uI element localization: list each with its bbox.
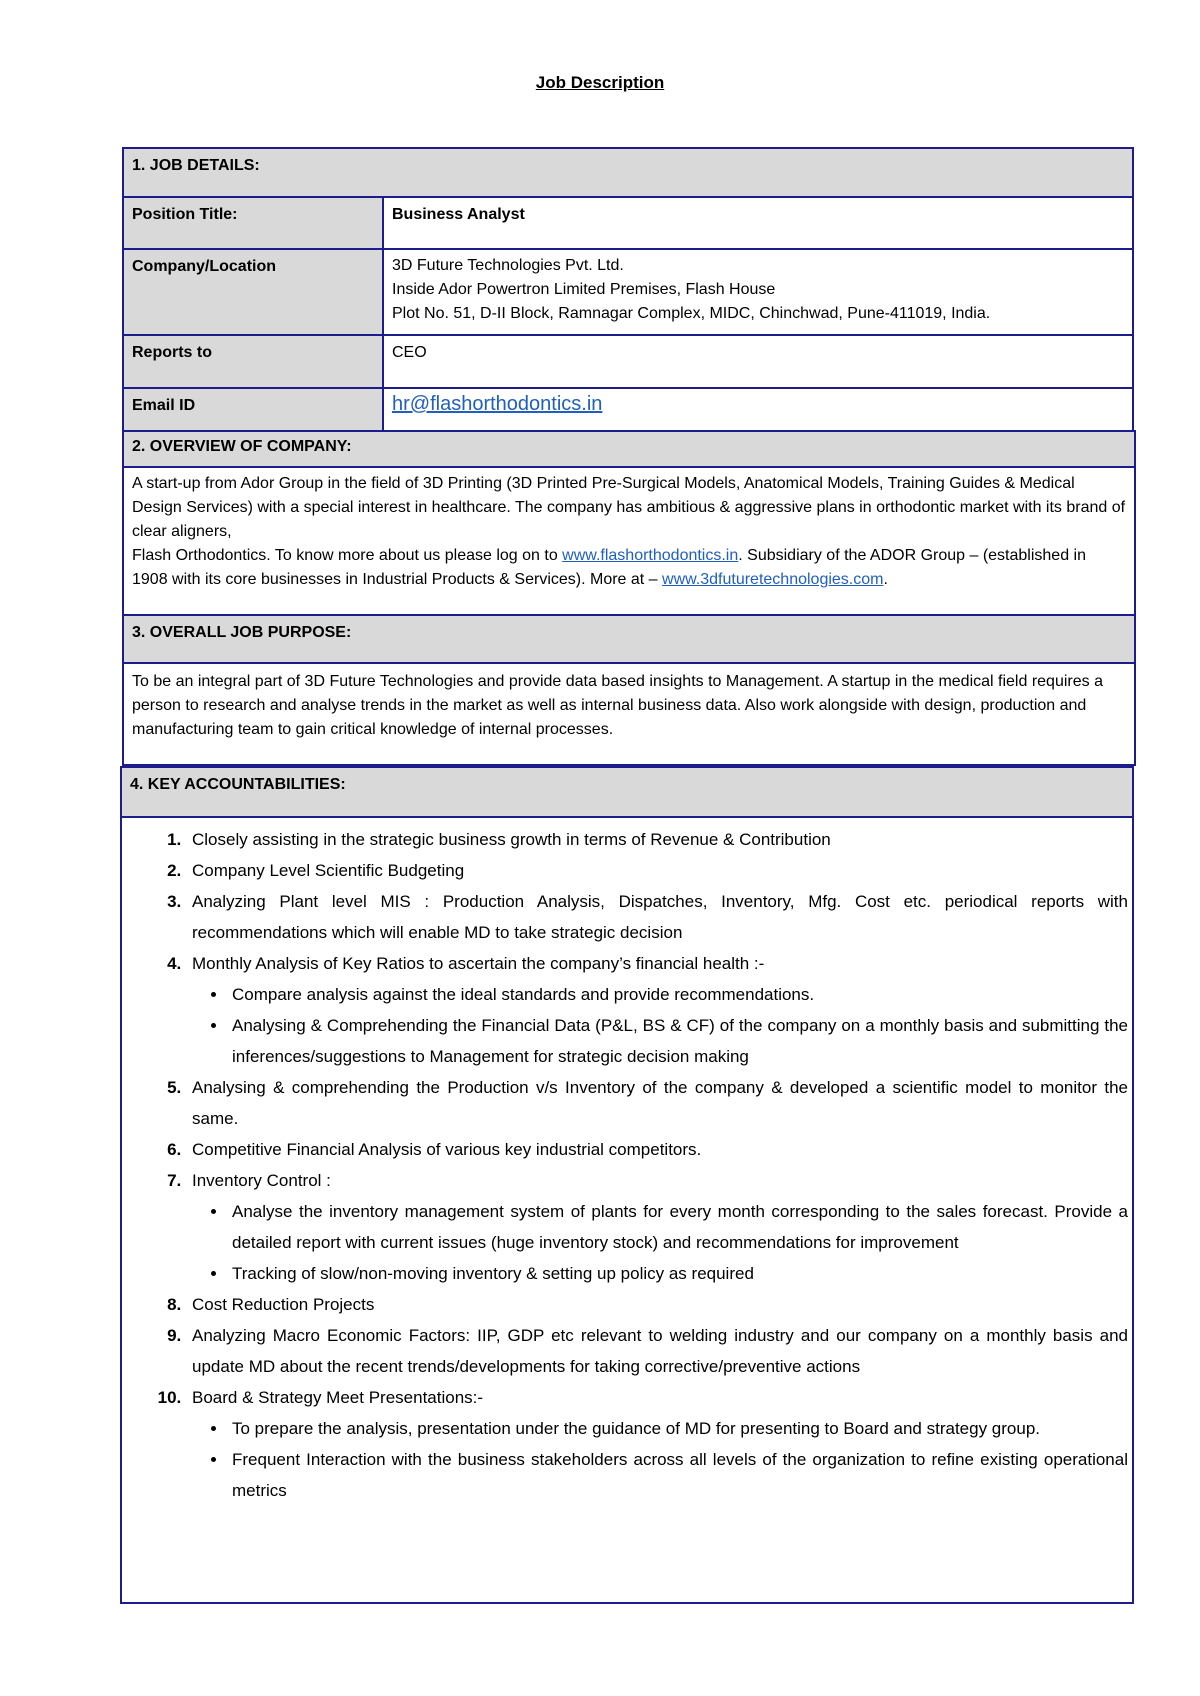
list-item — [186, 886, 1128, 948]
sub-list — [192, 1413, 1128, 1506]
list-item — [186, 855, 1128, 886]
page-title: Job Description — [535, 73, 665, 92]
purpose-section — [122, 614, 1136, 766]
overview-text-part: . — [883, 571, 888, 588]
3dfuture-website-link[interactable]: www.3dfuturetechnologies.com — [662, 571, 884, 588]
position-value: Business Analyst — [383, 197, 1133, 249]
list-item — [186, 824, 1128, 855]
list-item — [186, 1289, 1128, 1320]
job-details-section — [122, 147, 1134, 431]
list-item — [186, 1072, 1128, 1134]
purpose-header: 3. OVERALL JOB PURPOSE: — [124, 616, 1134, 664]
list-item-text: Analysing & comprehending the Production v/s Inventory of the company & developed a scientific model to monitor the same. — [192, 1078, 1128, 1128]
company-line: Plot No. 51, D-II Block, Ramnagar Complex, MIDC, Chinchwad, Pune-411019, India. — [392, 305, 991, 322]
email-label: Email ID — [123, 388, 383, 440]
list-item-text: Board & Strategy Meet Presentations:- — [192, 1388, 484, 1407]
accountabilities-header: 4. KEY ACCOUNTABILITIES: — [122, 768, 1132, 818]
list-item — [186, 1320, 1128, 1382]
sub-list-item: • Tracking of slow/non-moving inventory & setting up policy as required — [228, 1258, 1128, 1289]
reports-value: CEO — [383, 335, 1133, 388]
overview-header: 2. OVERVIEW OF COMPANY: — [124, 432, 1134, 468]
company-line: 3D Future Technologies Pvt. Ltd. — [392, 257, 624, 274]
sub-list-item: • Analysing & Comprehending the Financial Data (P&L, BS & CF) of the company on a monthly basis and submitting the inferences/suggestions to Management for strategic decision making — [228, 1010, 1128, 1072]
position-label: Position Title: — [123, 197, 383, 249]
overview-text — [124, 468, 1134, 596]
sub-list — [192, 1196, 1128, 1289]
list-item-text: Cost Reduction Projects — [192, 1295, 375, 1314]
company-label: Company/Location — [123, 249, 383, 335]
list-item-text: Analyzing Plant level MIS : Production Analysis, Dispatches, Inventory, Mfg. Cost etc. periodical reports with recommendations which will enable MD to take strategic decision — [192, 892, 1128, 942]
list-item — [186, 948, 1128, 1072]
sub-list-item: • Compare analysis against the ideal standards and provide recommendations. — [228, 979, 1128, 1010]
accountabilities-section — [120, 766, 1134, 1604]
list-item-text: Closely assisting in the strategic business growth in terms of Revenue & Contribution — [192, 830, 831, 849]
overview-paragraph: A start-up from Ador Group in the field of 3D Printing (3D Printed Pre-Surgical Models, Anatomical Models, Training Guides & Medical Design Services) with a special interest in healthcare. The company has ambitious & aggressive plans in orthodontic market with its brand of clear aligners, — [132, 475, 1126, 540]
sub-list-item: • Frequent Interaction with the business stakeholders across all levels of the organization to refine existing operational metrics — [228, 1444, 1128, 1506]
list-item — [186, 1382, 1128, 1506]
purpose-text: To be an integral part of 3D Future Technologies and provide data based insights to Management. A startup in the medical field requires a person to research and analyse trends in the market as well as internal business data. Also work alongside with design, production and manufacturing team to gain critical knowledge of internal processes. — [132, 673, 1103, 738]
list-item-text: Competitive Financial Analysis of various key industrial competitors. — [192, 1140, 702, 1159]
list-item — [186, 1134, 1128, 1165]
list-item-text: Company Level Scientific Budgeting — [192, 861, 465, 880]
reports-label: Reports to — [123, 335, 383, 388]
list-item-text: Analyzing Macro Economic Factors: IIP, GDP etc relevant to welding industry and our company on a monthly basis and update MD about the recent trends/developments for taking corrective/preventive actions — [192, 1326, 1128, 1376]
list-item-text: Monthly Analysis of Key Ratios to ascertain the company’s financial health :- — [192, 954, 765, 973]
job-details-header: 1. JOB DETAILS: — [123, 148, 1133, 197]
company-line: Inside Ador Powertron Limited Premises, Flash House — [392, 281, 776, 298]
list-item — [186, 1165, 1128, 1289]
sub-list — [192, 979, 1128, 1072]
flash-website-link[interactable]: www.flashorthodontics.in — [562, 547, 739, 564]
overview-text-part: Flash Orthodontics. To know more about us please log on to — [132, 547, 563, 564]
company-location-value — [383, 249, 1133, 335]
sub-list-item: • Analyse the inventory management system of plants for every month corresponding to the sales forecast. Provide a detailed report with current issues (huge inventory stock) and recommendations for improvement — [228, 1196, 1128, 1258]
sub-list-item: • To prepare the analysis, presentation under the guidance of MD for presenting to Board and strategy group. — [228, 1413, 1128, 1444]
accountabilities-list — [122, 818, 1132, 1508]
email-link[interactable]: hr@flashorthodontics.in — [392, 393, 603, 415]
list-item-text: Inventory Control : — [192, 1171, 331, 1190]
overview-text-part: . Subsidiary of the ADOR Group – (established in 1908 with its core businesses in Industrial Products & Services). More at – — [132, 547, 1086, 588]
overview-section — [122, 430, 1136, 616]
overview-paragraph — [132, 544, 1126, 592]
job-details-table — [122, 147, 1134, 441]
